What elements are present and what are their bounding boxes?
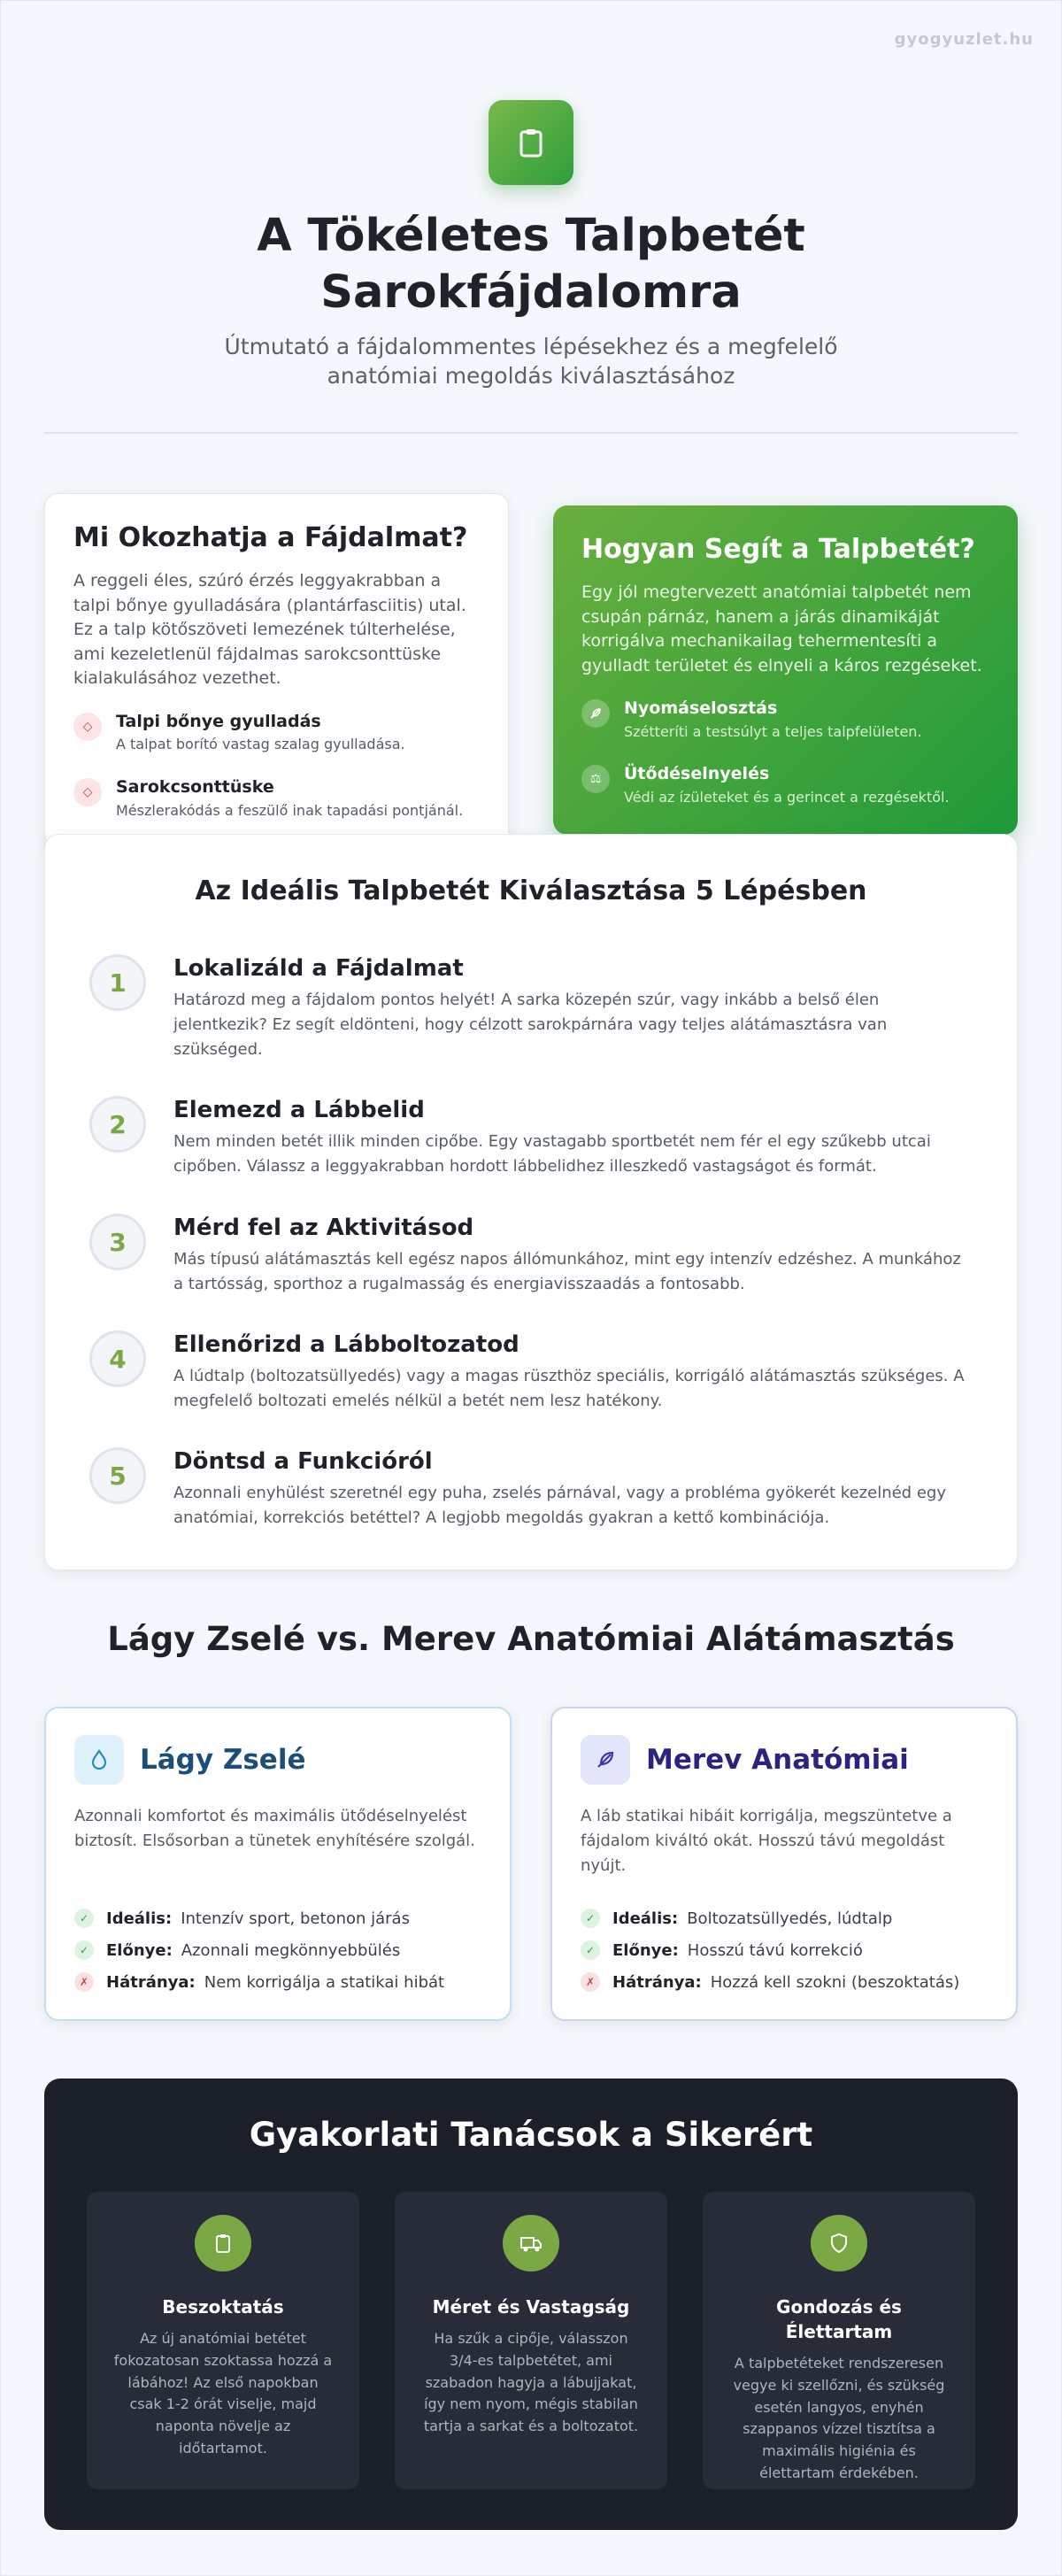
soft-gel-name: Lágy Zselé (140, 1744, 306, 1776)
cause-card-text: A reggeli éles, szúró érzés leggyakrabban a talpi bőnye gyulladására (plantárfasciitis) utal. Ez a talp kötőszöveti lemezének túlterhelése, ami kezeletlenül fájdalmas sarokcsonttüske kialakulásához vezethet. (73, 571, 466, 689)
help-item-title: Nyomáselosztás (624, 698, 778, 719)
step-text: Határozd meg a fájdalom pontos helyét! A sarka közepén szúr, vagy inkább a belső élen jelentkezik? Ez segít eldönteni, hogy célzott sarokpárnára vagy teljes alátámasztásra van szükséged. (173, 990, 888, 1059)
help-item-text: Szétteríti a testsúlyt a teljes talpfelületen. (624, 722, 922, 740)
site-domain[interactable]: gyogyuzlet.hu (894, 30, 1034, 49)
step-title: Ellenőrizd a Lábboltozatod (173, 1331, 519, 1358)
help-card-text: Egy jól megtervezett anatómiai talpbetét nem csupán párnáz, hanem a járás dinamikáját korrigálva mechanikailag tehermentesíti a gyulladt területet és elnyeli a káros rezgéseket. (581, 582, 982, 675)
help-item-title: Ütődéselnyelés (624, 764, 770, 784)
rigid-anatomical-card (550, 1707, 1018, 2021)
tip-title: Méret és Vastagság (432, 2296, 630, 2318)
step-number: 5 (89, 1447, 146, 1504)
step-title: Elemezd a Lábbelid (173, 1097, 425, 1123)
step-text: Nem minden betét illik minden cipőbe. Egy vastagabb sportbetét nem fér el egy szűkebb utcai cipőben. Válassz a leggyakrabban hordott lábbelidhez illeszkedő vastagságot és formát. (173, 1131, 931, 1176)
droplet-icon (74, 1735, 124, 1785)
item-label: Ideális: (106, 1909, 173, 1928)
cause-card-title: Mi Okozhatja a Fájdalmat? (73, 522, 468, 553)
step-text: Azonnali enyhülést szeretnél egy puha, zselés párnával, vagy a probléma gyökerét kezelnéd egy anatómiai, korrekciós betéttel? A legjobb megoldás gyakran a kettő kombinációja. (173, 1483, 946, 1527)
header-divider (44, 432, 1018, 434)
item-value: Azonnali megkönnyebbülés (181, 1940, 401, 1960)
tip-text: Az új anatómiai betétet fokozatosan szoktassa hozzá a lábához! Az első napokban csak 1-2 órát viselje, majd naponta növelje az időtartamot. (113, 2330, 333, 2456)
truck-icon (503, 2215, 559, 2271)
check-icon: ✓ (74, 1909, 94, 1928)
item-label: Előnye: (612, 1940, 679, 1960)
rigid-anatomical-item (581, 1972, 988, 1992)
check-icon: ✓ (74, 1940, 94, 1960)
tip-card (87, 2192, 359, 2489)
help-item-text: Védi az ízületeket és a gerincet a rezgésektől. (624, 788, 950, 806)
item-value: Nem korrigálja a statikai hibát (204, 1972, 445, 1992)
main-content (44, 0, 1018, 2481)
cross-icon: ✗ (74, 1972, 94, 1992)
steps-title: Az Ideális Talpbetét Kiválasztása 5 Lépésben (195, 875, 867, 906)
item-value: Hosszú távú korrekció (687, 1940, 863, 1960)
help-item (581, 763, 989, 807)
soft-gel-text: Azonnali komfortot és maximális ütődéselnyelést biztosít. Elsősorban a tünetek enyhítésére szolgál. (74, 1807, 475, 1850)
shield-icon (811, 2215, 867, 2271)
clipboard-icon (195, 2215, 251, 2271)
tips-title: Gyakorlati Tanácsok a Sikerért (249, 2116, 813, 2154)
diamond-icon: ◇ (73, 778, 102, 806)
cause-item (73, 711, 480, 755)
check-icon: ✓ (581, 1909, 600, 1928)
steps-card (44, 834, 1018, 1570)
info-cards-row (44, 493, 1018, 865)
soft-gel-item (74, 1972, 481, 1992)
rigid-anatomical-name: Merev Anatómiai (646, 1744, 909, 1776)
soft-gel-item (74, 1940, 481, 1960)
tip-title: Gondozás és Élettartam (776, 2296, 902, 2342)
diamond-icon: ◇ (73, 713, 102, 741)
step-title: Döntsd a Funkcióról (173, 1448, 433, 1475)
tip-text: A talpbetéteket rendszeresen vegye ki szellőzni, és szükség esetén langyos, enyhén szappanos vízzel tisztítsa a maximális higiénia és élettartam érdekében. (733, 2355, 945, 2481)
tip-text: Ha szűk a cipője, válasszon 3/4-es talpbetétet, ami szabadon hagyja a lábujjakat, így nem nyom, mégis stabilan tartja a sarkat és a boltozatot. (423, 2330, 639, 2435)
step-number: 3 (89, 1214, 146, 1270)
cross-icon: ✗ (581, 1972, 600, 1992)
check-icon: ✓ (581, 1940, 600, 1960)
cause-card (44, 493, 509, 847)
item-value: Boltozatsüllyedés, lúdtalp (687, 1909, 893, 1928)
step-number: 2 (89, 1096, 146, 1153)
header (44, 0, 1018, 434)
item-value: Hozzá kell szokni (beszoktatás) (710, 1972, 960, 1992)
step-title: Lokalizáld a Fájdalmat (173, 955, 464, 982)
rigid-anatomical-item (581, 1909, 988, 1928)
tips-panel (44, 2079, 1018, 2530)
tip-title: Beszoktatás (162, 2296, 284, 2318)
help-item (581, 698, 989, 742)
step-number: 4 (89, 1330, 146, 1387)
soft-gel-card (44, 1707, 512, 2021)
feather-icon (581, 1735, 630, 1785)
item-label: Előnye: (106, 1940, 173, 1960)
item-label: Hátránya: (106, 1972, 196, 1992)
tip-card (395, 2192, 667, 2489)
item-label: Hátránya: (612, 1972, 702, 1992)
step-number: 1 (89, 954, 146, 1011)
step-text: A lúdtalp (boltozatsüllyedés) vagy a magas rüszthöz speciális, korrigáló alátámasztás szükséges. A megfelelő boltozati emelés nélkül a betét nem lesz hatékony. (173, 1366, 965, 1410)
page-title: A Tökéletes Talpbetét Sarokfájdalomra (257, 210, 805, 319)
tip-card (703, 2192, 975, 2489)
cause-item (73, 776, 480, 821)
feather-icon (581, 699, 610, 728)
item-label: Ideális: (612, 1909, 679, 1928)
soft-gel-item (74, 1909, 481, 1928)
rigid-anatomical-item (581, 1940, 988, 1960)
item-value: Intenzív sport, betonon járás (181, 1909, 410, 1928)
balance-icon: ⚖ (581, 765, 610, 793)
help-card (553, 505, 1018, 835)
cause-item-text: Mészlerakódás a feszülő inak tapadási pontjánál. (116, 801, 464, 819)
comparison-title: Lágy Zselé vs. Merev Anatómiai Alátámasztás (107, 1620, 955, 1658)
rigid-anatomical-text: A láb statikai hibáit korrigálja, megszüntetve a fájdalom kiváltó okát. Hosszú távú megoldást nyújt. (581, 1807, 952, 1875)
cause-item-text: A talpat borító vastag szalag gyulladása. (116, 736, 405, 753)
page-subtitle: Útmutató a fájdalommentes lépésekhez és a megfelelő anatómiai megoldás kiválasztásához (224, 333, 838, 389)
help-card-title: Hogyan Segít a Talpbetét? (581, 534, 975, 565)
cause-item-title: Sarokcsonttüske (116, 776, 274, 797)
step-title: Mérd fel az Aktivitásod (173, 1215, 474, 1241)
clipboard-icon (489, 100, 573, 185)
step-text: Más típusú alátámasztás kell egész napos állómunkához, mint egy intenzív edzéshez. A munkához a tartósság, sporthoz a rugalmasság és energiavisszaadás a fontosabb. (173, 1249, 961, 1293)
cause-item-title: Talpi bőnye gyulladás (116, 711, 321, 731)
